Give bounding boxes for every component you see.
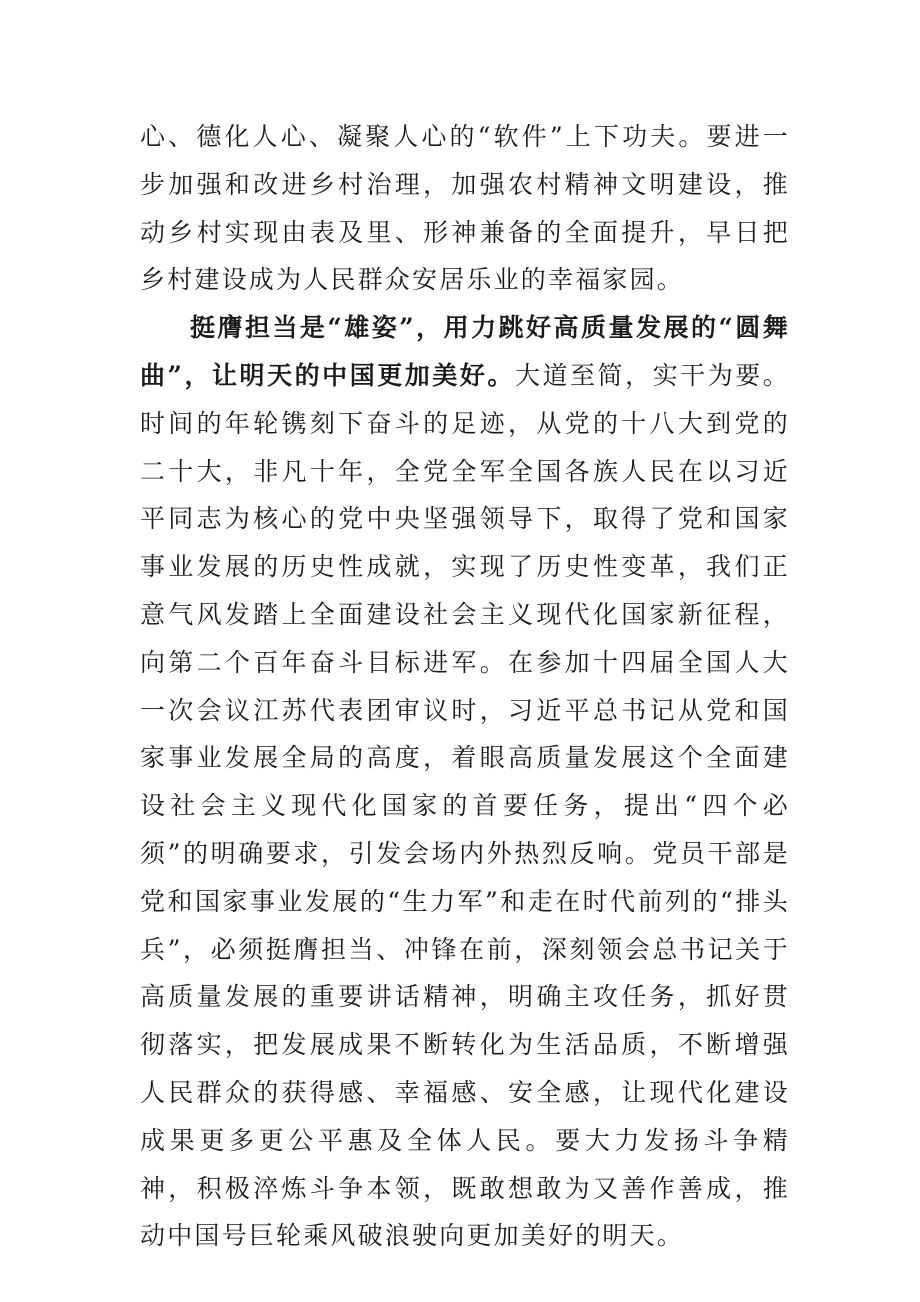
paragraph-continued — [140, 113, 790, 304]
paragraph-text: 心、德化人心、凝聚人心的“软件”上下功夫。要进一步加强和改进乡村治理，加强农村精神文明建设，推动乡村实现由表及里、形神兼备的全面提升，早日把乡村建设成为人民群众安居乐业的幸福家园。 — [140, 122, 790, 295]
document-page — [140, 113, 790, 1260]
paragraph-text: 大道至简，实干为要。时间的年轮镌刻下奋斗的足迹，从党的十八大到党的二十大，非凡十年，全党全军全国各族人民在以习近平同志为核心的党中央坚强领导下，取得了党和国家事业发展的历史性成就，实现了历史性变革，我们正意气风发踏上全面建设社会主义现代化国家新征程，向第二个百年奋斗目标进军。在参加十四届全国人大一次会议江苏代表团审议时，习近平总书记从党和国家事业发展全局的高度，着眼高质量发展这个全面建设社会主义现代化国家的首要任务，提出“四个必须”的明确要求，引发会场内外热烈反响。党员干部是党和国家事业发展的“生力军”和走在时代前列的“排头兵”，必须挺膺担当、冲锋在前，深刻领会总书记关于高质量发展的重要讲话精神，明确主攻任务，抓好贯彻落实，把发展成果不断转化为生活品质，不断增强人民群众的获得感、幸福感、安全感，让现代化建设成果更多更公平惠及全体人民。要大力发扬斗争精神，积极淬炼斗争本领，既敢想敢为又善作善成，推动中国号巨轮乘风破浪驶向更加美好的明天。 — [140, 360, 790, 1251]
paragraph-lead-bold: 挺膺担当是“雄姿”，用力跳好高质量发展的“圆舞曲”，让明天的中国更加美好。 — [140, 313, 790, 390]
paragraph-main — [140, 304, 790, 1260]
